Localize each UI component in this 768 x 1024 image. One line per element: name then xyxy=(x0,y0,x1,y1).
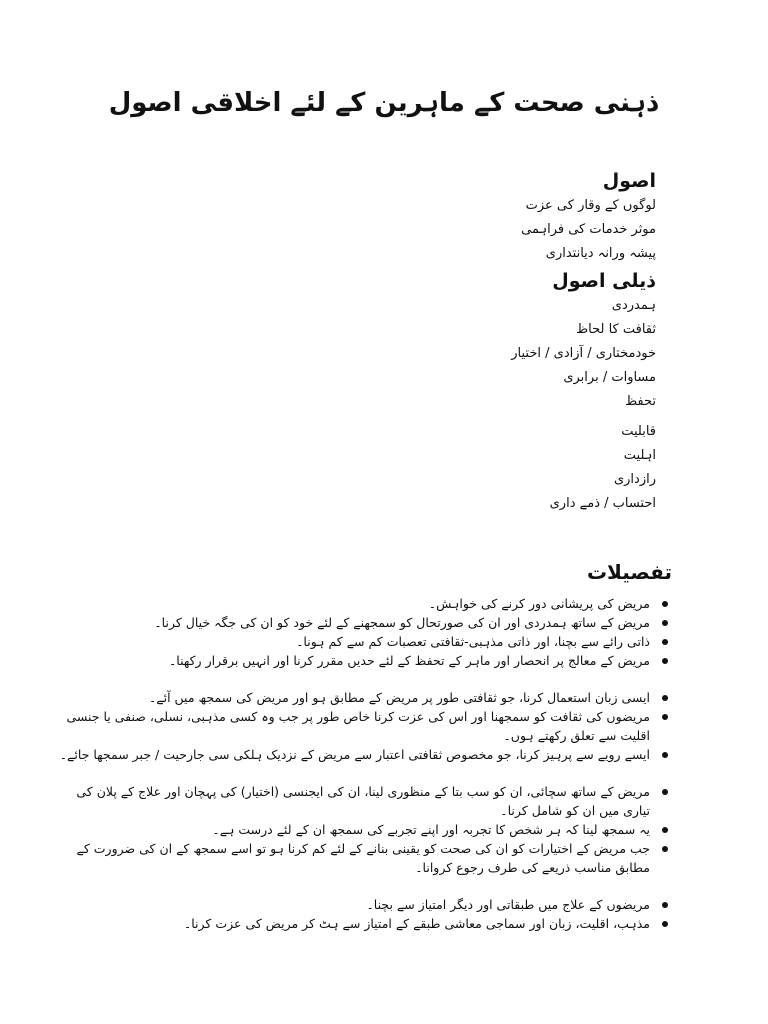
principle-item: موثر خدمات کی فراہمی xyxy=(521,222,656,237)
list-item xyxy=(56,651,672,670)
principles-heading: اصول xyxy=(602,170,656,192)
sub-principle-item: خودمختاری / آزادی / اختیار xyxy=(511,346,656,361)
list-item-text: ایسے رویے سے پرہیز کرنا، جو مخصوص ثقافتی اعتبار سے مریض کے نزدیک ہلکی سی جارحیت / جبر سمجھا جائے۔ xyxy=(59,747,650,762)
list-item xyxy=(56,632,672,651)
bullet-icon xyxy=(662,789,668,795)
sub-principle-item: ہمدردی xyxy=(611,298,656,313)
bullet-icon xyxy=(662,921,668,927)
bullet-icon xyxy=(662,714,668,720)
details-group xyxy=(56,688,672,764)
details-group xyxy=(56,895,672,933)
list-item-text: مذہب، اقلیت، زبان اور سماجی معاشی طبقے کے امتیاز سے ہٹ کر مریض کی عزت کرنا۔ xyxy=(183,916,650,931)
list-item xyxy=(56,895,672,914)
sub-principle-item: اہلیت xyxy=(623,448,656,463)
details-group xyxy=(56,782,672,877)
details-groups xyxy=(56,594,672,951)
list-item xyxy=(56,782,672,820)
bullet-icon xyxy=(662,902,668,908)
bullet-icon xyxy=(662,658,668,664)
details-heading: تفصیلات xyxy=(586,560,672,584)
list-item-text: ذاتی رائے سے بچنا، اور ذاتی مذہبی-ثقافتی تعصبات کم سے کم ہونا۔ xyxy=(296,634,650,649)
principles-column xyxy=(56,168,656,516)
list-item-text: مریضوں کی ثقافت کو سمجھنا اور اس کی عزت کرنا خاص طور پر جب وہ کسی مذہبی، نسلی، صنفی یا جنسی اقلیت سے تعلق رکھتے ہوں۔ xyxy=(66,709,650,743)
sub-principle-item: تحفظ xyxy=(625,394,656,409)
sub-principle-item: قابلیت xyxy=(621,424,656,439)
bullet-icon xyxy=(662,752,668,758)
page-title: ذہنی صحت کے ماہرین کے لئے اخلاقی اصول xyxy=(108,88,660,118)
sub-principle-item: رازداری xyxy=(613,472,656,487)
bullet-icon xyxy=(662,846,668,852)
list-item xyxy=(56,820,672,839)
principle-item: پیشہ ورانہ دیانتداری xyxy=(545,246,656,261)
list-item xyxy=(56,613,672,632)
list-item-text: جب مریض کے اختیارات کو ان کی صحت کو یقینی بنانے کے لئے کم کرنا ہو تو اسے سمجھ کے ان کی ضرورت کے مطابق مناسب ذریعے کی طرف رجوع کروانا۔ xyxy=(76,841,650,875)
list-item-text: یہ سمجھ لینا کہ ہر شخص کا تجربہ اور اپنے تجربے کی سمجھ ان کے لئے درست ہے۔ xyxy=(212,822,650,837)
list-item xyxy=(56,594,672,613)
details-group xyxy=(56,594,672,670)
list-item xyxy=(56,707,672,745)
list-item xyxy=(56,745,672,764)
list-item xyxy=(56,914,672,933)
list-item-text: مریض کے ساتھ سچائی، ان کو سب بتا کے منظوری لینا، ان کی ایجنسی (اختیار) کی پہچان اور علاج کے پلان کی تیاری میں ان کو شامل کرنا۔ xyxy=(76,784,650,818)
bullet-icon xyxy=(662,620,668,626)
list-item xyxy=(56,688,672,707)
bullet-icon xyxy=(662,827,668,833)
sub-principles-heading: ذیلی اصول xyxy=(552,270,656,292)
list-item-text: مریض کے معالج پر انحصار اور ماہر کے تحفظ کے لئے حدیں مقرر کرنا اور انہیں برقرار رکھنا۔ xyxy=(168,653,650,668)
bullet-icon xyxy=(662,601,668,607)
principle-item: لوگوں کے وقار کی عزت xyxy=(525,198,656,213)
sub-principle-item: مساوات / برابری xyxy=(563,370,656,385)
sub-principle-item: احتساب / ذمے داری xyxy=(549,496,656,511)
list-item-text: ایسی زبان استعمال کرنا، جو ثقافتی طور پر مریض کے مطابق ہو اور مریض کی سمجھ میں آئے۔ xyxy=(148,690,650,705)
list-item-text: مریض کی پریشانی دور کرنے کی خواہش۔ xyxy=(428,596,650,611)
sub-principle-item: ثقافت کا لحاظ xyxy=(576,322,656,337)
bullet-icon xyxy=(662,639,668,645)
bullet-icon xyxy=(662,695,668,701)
list-item-text: مریضوں کے علاج میں طبقاتی اور دیگر امتیاز سے بچنا۔ xyxy=(366,897,650,912)
list-item-text: مریض کے ساتھ ہمدردی اور ان کی صورتحال کو سمجھنے کے لئے خود کو ان کی جگہ خیال کرنا۔ xyxy=(154,615,650,630)
list-item xyxy=(56,839,672,877)
